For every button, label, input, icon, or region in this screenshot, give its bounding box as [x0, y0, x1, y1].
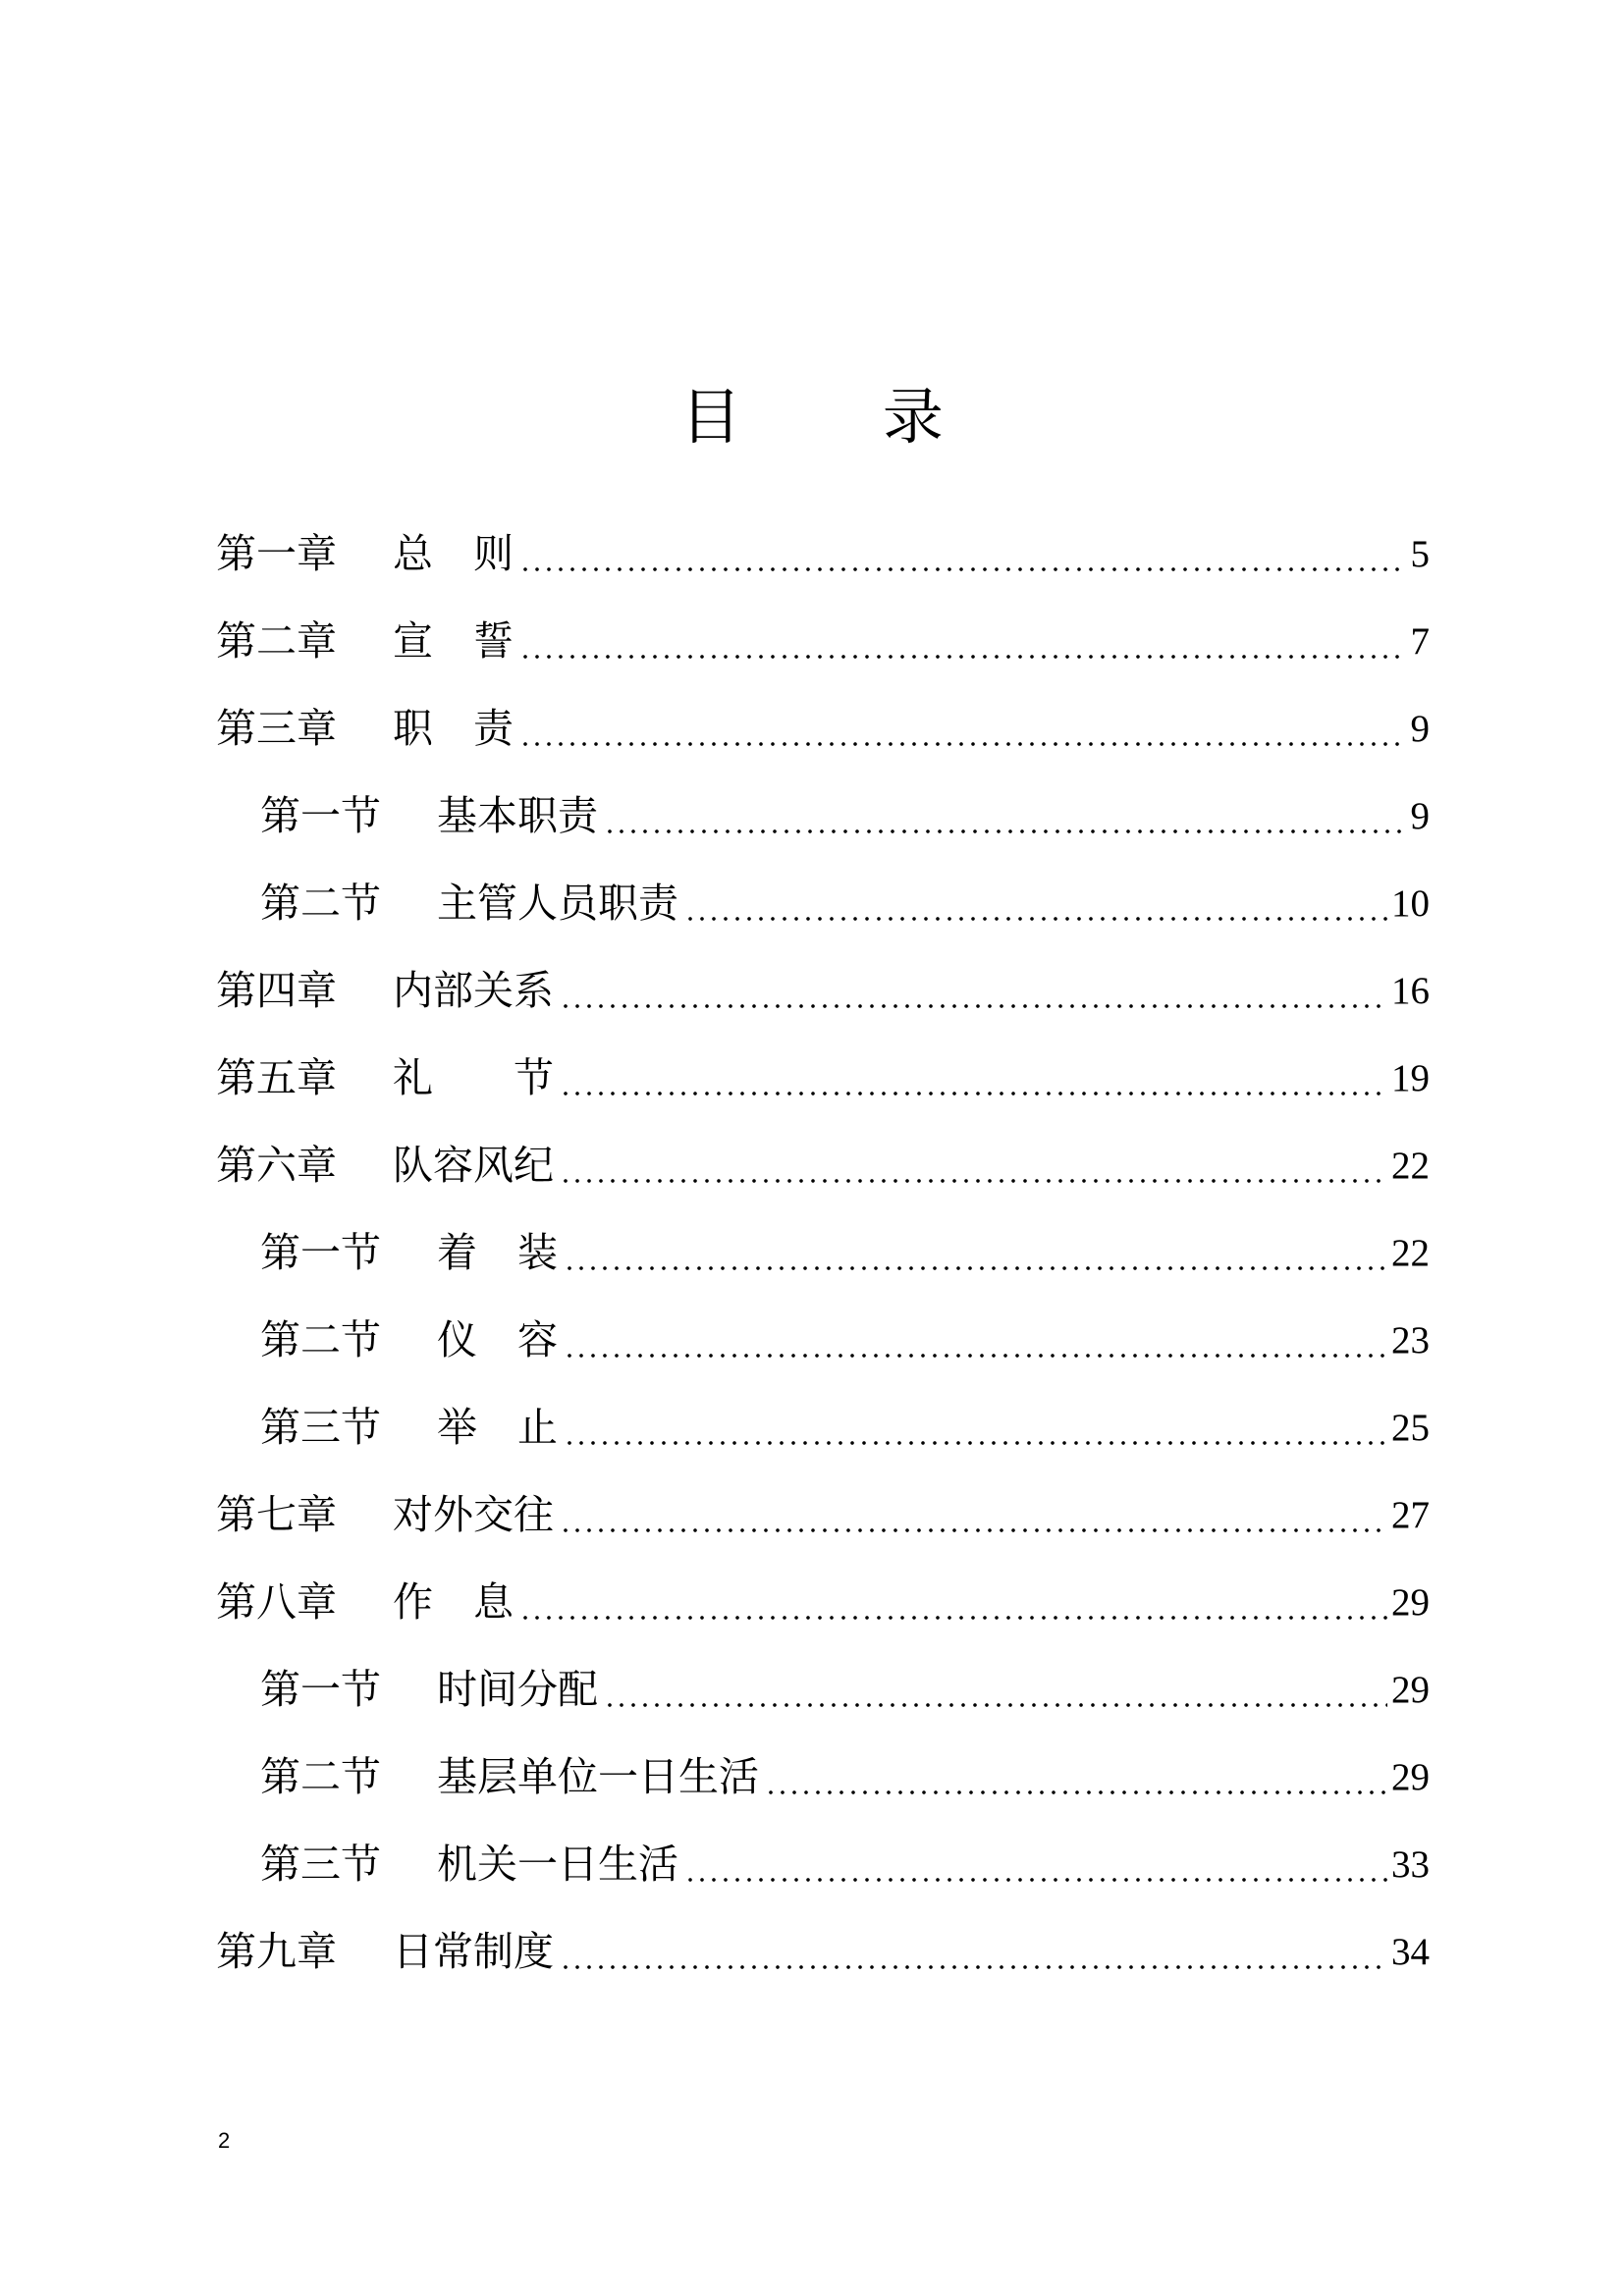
toc-entry-number: 第九章: [216, 1928, 337, 1975]
toc-entry[interactable]: [216, 1122, 1430, 1209]
toc-entry-page: 22: [1391, 1232, 1430, 1274]
toc-entry-page: 22: [1391, 1145, 1430, 1187]
toc-entry-page: 5: [1410, 533, 1430, 575]
toc-entry[interactable]: [216, 1646, 1430, 1734]
toc-entry-title: 总 则: [393, 530, 514, 577]
toc-entry-page: 34: [1391, 1931, 1430, 1973]
table-of-contents: [216, 510, 1430, 1996]
toc-entry-title: 着 装: [437, 1229, 558, 1276]
toc-entry[interactable]: [216, 510, 1430, 598]
toc-entry[interactable]: [216, 947, 1430, 1035]
toc-leader-dots: [519, 742, 1404, 746]
toc-entry-number: 第一章: [216, 530, 337, 577]
toc-entry-number: 第七章: [216, 1491, 337, 1538]
toc-entry-number: 第四章: [216, 967, 337, 1014]
toc-leader-dots: [519, 1616, 1387, 1620]
toc-entry[interactable]: [216, 773, 1430, 860]
toc-entry-title: 时间分配: [437, 1666, 598, 1713]
toc-entry[interactable]: [216, 1471, 1430, 1559]
toc-entry-page: 29: [1391, 1756, 1430, 1798]
footer-page-number: 2: [218, 2128, 231, 2153]
toc-entry[interactable]: [216, 1821, 1430, 1908]
toc-entry-page: 29: [1391, 1581, 1430, 1624]
toc-leader-dots: [684, 1878, 1387, 1882]
toc-entry-title: 仪 容: [437, 1316, 558, 1363]
toc-leader-dots: [560, 1528, 1387, 1532]
toc-leader-dots: [684, 917, 1387, 921]
toc-entry-number: 第三章: [216, 705, 337, 752]
toc-entry-title: 作 息: [393, 1578, 514, 1626]
toc-entry-title: 举 止: [437, 1404, 558, 1451]
toc-entry-title: 内部关系: [393, 967, 554, 1014]
toc-entry-title: 主管人员职责: [437, 880, 678, 927]
toc-leader-dots: [519, 655, 1404, 659]
toc-leader-dots: [519, 567, 1404, 571]
toc-entry-number: 第二节: [260, 1316, 381, 1363]
toc-leader-dots: [604, 1703, 1387, 1707]
toc-entry-title: 职 责: [393, 705, 514, 752]
toc-entry-number: 第六章: [216, 1142, 337, 1189]
toc-leader-dots: [564, 1266, 1387, 1270]
toc-entry-page: 10: [1391, 882, 1430, 925]
toc-entry-number: 第三节: [260, 1841, 381, 1888]
toc-leader-dots: [765, 1790, 1387, 1794]
toc-entry[interactable]: [216, 1559, 1430, 1646]
toc-entry-page: 23: [1391, 1319, 1430, 1362]
toc-leader-dots: [560, 1179, 1387, 1183]
toc-entry-number: 第二章: [216, 617, 337, 665]
toc-entry-title: 基层单位一日生活: [437, 1753, 759, 1800]
toc-entry-page: 7: [1410, 620, 1430, 663]
toc-entry-page: 9: [1410, 708, 1430, 750]
toc-entry-title: 基本职责: [437, 792, 598, 839]
toc-entry[interactable]: [216, 1297, 1430, 1384]
toc-entry-page: 9: [1410, 795, 1430, 837]
toc-entry-title: 机关一日生活: [437, 1841, 678, 1888]
toc-entry-title: 礼 节: [393, 1054, 554, 1101]
toc-leader-dots: [560, 1004, 1387, 1008]
toc-entry[interactable]: [216, 1734, 1430, 1821]
toc-entry[interactable]: [216, 1384, 1430, 1471]
toc-entry-title: 队容风纪: [393, 1142, 554, 1189]
toc-entry-title: 宣 誓: [393, 617, 514, 665]
toc-entry-number: 第五章: [216, 1054, 337, 1101]
toc-entry-page: 33: [1391, 1843, 1430, 1886]
toc-entry[interactable]: [216, 598, 1430, 685]
toc-leader-dots: [604, 829, 1404, 833]
toc-entry[interactable]: [216, 1209, 1430, 1297]
toc-entry-number: 第三节: [260, 1404, 381, 1451]
toc-entry-title: 对外交往: [393, 1491, 554, 1538]
toc-leader-dots: [560, 1965, 1387, 1969]
toc-entry-number: 第一节: [260, 1229, 381, 1276]
toc-entry[interactable]: [216, 1908, 1430, 1996]
toc-entry[interactable]: [216, 685, 1430, 773]
toc-leader-dots: [560, 1092, 1387, 1095]
toc-entry-number: 第八章: [216, 1578, 337, 1626]
toc-entry-page: 29: [1391, 1669, 1430, 1711]
toc-entry-number: 第二节: [260, 880, 381, 927]
toc-entry-number: 第二节: [260, 1753, 381, 1800]
page-title: 目 录: [680, 381, 1004, 453]
toc-entry-page: 19: [1391, 1057, 1430, 1099]
toc-entry-page: 25: [1391, 1407, 1430, 1449]
toc-leader-dots: [564, 1441, 1387, 1445]
toc-entry-number: 第一节: [260, 1666, 381, 1713]
toc-entry-page: 27: [1391, 1494, 1430, 1536]
toc-entry-page: 16: [1391, 970, 1430, 1012]
toc-entry-number: 第一节: [260, 792, 381, 839]
toc-entry[interactable]: [216, 860, 1430, 947]
toc-entry[interactable]: [216, 1035, 1430, 1122]
toc-entry-title: 日常制度: [393, 1928, 554, 1975]
toc-leader-dots: [564, 1354, 1387, 1358]
